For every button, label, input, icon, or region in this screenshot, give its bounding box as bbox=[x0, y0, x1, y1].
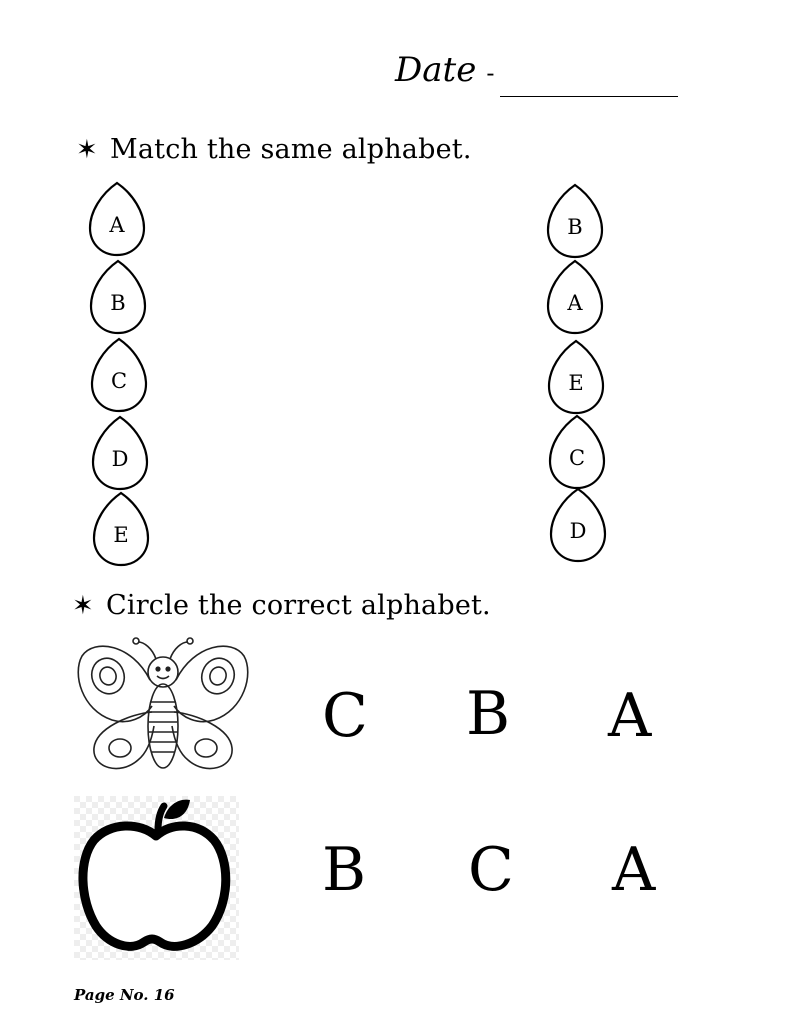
right-letter: C bbox=[568, 446, 586, 470]
left-drop-2[interactable] bbox=[88, 258, 148, 336]
choice-row2-1[interactable]: B bbox=[322, 835, 367, 905]
choice-row2-2[interactable]: C bbox=[468, 835, 514, 905]
asterisk-icon: ✶ bbox=[72, 591, 94, 621]
choice-row2-3[interactable]: A bbox=[612, 835, 656, 905]
date-label-group bbox=[395, 50, 494, 90]
right-drop-4[interactable] bbox=[547, 413, 607, 491]
choice-row1-1[interactable]: C bbox=[322, 681, 368, 751]
right-letter: B bbox=[567, 215, 583, 239]
match-heading-text: Match the same alphabet. bbox=[110, 134, 472, 165]
date-blank-line[interactable] bbox=[500, 96, 678, 97]
left-letter: B bbox=[110, 291, 126, 315]
left-letter: C bbox=[110, 369, 128, 393]
page-number: Page No. 16 bbox=[74, 986, 175, 1004]
right-letter: E bbox=[568, 371, 584, 395]
circle-heading bbox=[72, 590, 491, 621]
asterisk-icon: ✶ bbox=[76, 135, 98, 165]
right-drop-5[interactable] bbox=[548, 486, 608, 564]
right-letter: A bbox=[567, 291, 583, 315]
date-dash: - bbox=[486, 59, 495, 87]
right-drop-2[interactable] bbox=[545, 258, 605, 336]
apple-picture bbox=[74, 796, 239, 964]
right-letter: D bbox=[569, 519, 587, 543]
left-letter: E bbox=[113, 523, 129, 547]
left-letter: D bbox=[111, 447, 129, 471]
choice-row1-3[interactable]: A bbox=[608, 681, 652, 751]
butterfly-icon bbox=[72, 630, 254, 780]
right-drop-3[interactable] bbox=[546, 338, 606, 416]
apple-icon bbox=[74, 796, 239, 960]
right-drop-1[interactable] bbox=[545, 182, 605, 260]
left-drop-1[interactable] bbox=[87, 180, 147, 258]
left-drop-3[interactable] bbox=[89, 336, 149, 414]
circle-heading-text: Circle the correct alphabet. bbox=[106, 590, 491, 621]
choice-row1-2[interactable]: B bbox=[466, 679, 511, 749]
match-heading bbox=[76, 134, 472, 165]
left-letter: A bbox=[109, 213, 125, 237]
date-label: Date bbox=[395, 50, 477, 90]
left-drop-5[interactable] bbox=[91, 490, 151, 568]
butterfly-picture bbox=[72, 630, 254, 784]
left-drop-4[interactable] bbox=[90, 414, 150, 492]
